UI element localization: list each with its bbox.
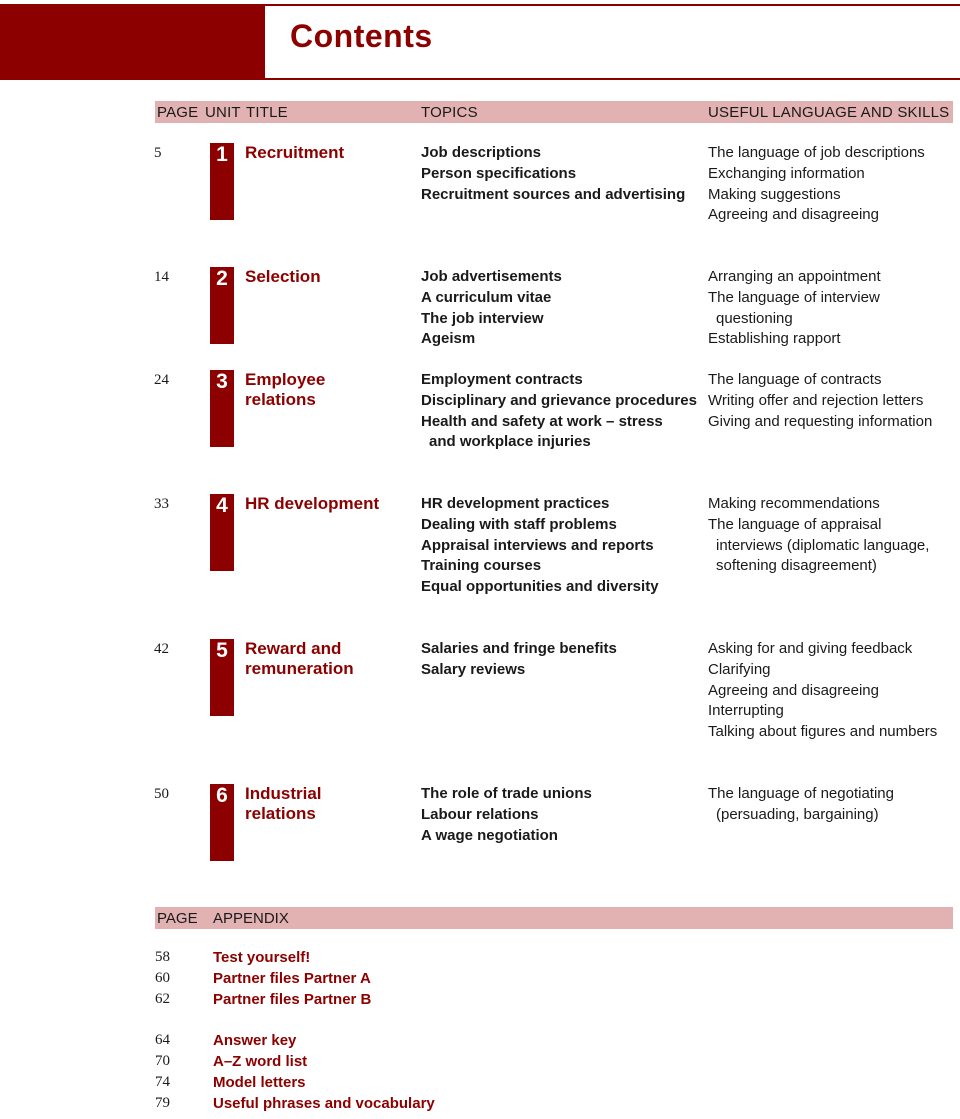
- unit-topics-item: Ageism: [421, 330, 476, 348]
- unit-topics-item: and workplace injuries: [429, 433, 591, 451]
- appendix-item-label: Useful phrases and vocabulary: [213, 1095, 435, 1112]
- unit-title-line: relations: [245, 804, 316, 823]
- appendix-row: [0, 1032, 960, 1053]
- unit-number: 6: [216, 784, 228, 807]
- unit-topics-item: Equal opportunities and diversity: [421, 578, 659, 596]
- unit-title-line: Recruitment: [245, 143, 345, 162]
- unit-number-box: [210, 267, 234, 344]
- appendix-page-number: 64: [155, 1032, 170, 1048]
- unit-title-line: relations: [245, 390, 316, 409]
- header-banner: [0, 0, 960, 80]
- unit-title: [245, 143, 410, 163]
- unit-topics-item: Salaries and fringe benefits: [421, 640, 617, 657]
- unit-skills: [708, 143, 958, 226]
- unit-skills-item: Exchanging information: [708, 164, 865, 182]
- unit-skills-item: interviews (diplomatic language,: [716, 536, 930, 554]
- column-header-unit: UNIT: [205, 104, 241, 121]
- unit-topics-item: Appraisal interviews and reports: [421, 536, 654, 554]
- unit-skills: [708, 639, 958, 743]
- column-header-topics: TOPICS: [421, 104, 478, 121]
- unit-number: 2: [216, 267, 228, 290]
- unit-topics-item: Labour relations: [421, 805, 539, 823]
- unit-title-line: HR development: [245, 494, 380, 513]
- unit-page-number: 5: [154, 145, 162, 161]
- column-header-title: TITLE: [246, 104, 288, 121]
- header-color-block: [0, 4, 265, 80]
- appendix-item-label: Answer key: [213, 1032, 297, 1049]
- appendix-item-label: Test yourself!: [213, 949, 311, 966]
- unit-skills-item: Making suggestions: [708, 185, 841, 203]
- unit-skills-item: Giving and requesting information: [708, 412, 933, 430]
- appendix-item-label: Model letters: [213, 1074, 306, 1091]
- appendix-page-number: 70: [155, 1053, 170, 1069]
- unit-title-line: Selection: [245, 267, 321, 286]
- column-header-skills: USEFUL LANGUAGE AND SKILLS: [708, 104, 950, 121]
- unit-topics-item: HR development practices: [421, 495, 610, 512]
- unit-skills-item: softening disagreement): [716, 557, 877, 575]
- unit-number: 4: [216, 494, 228, 517]
- unit-page-number: 33: [154, 496, 169, 512]
- unit-skills: [708, 370, 958, 432]
- appendix-row: [0, 1074, 960, 1095]
- unit-topics-item: Recruitment sources and advertising: [421, 185, 686, 203]
- unit-topics: [421, 784, 706, 846]
- unit-number-box: [210, 494, 234, 571]
- unit-skills-item: The language of appraisal: [708, 515, 882, 533]
- unit-skills: [708, 494, 958, 577]
- unit-topics-item: The role of trade unions: [421, 785, 592, 802]
- unit-number: 3: [216, 370, 228, 393]
- appendix-row: [0, 991, 960, 1012]
- unit-page-number: 42: [154, 641, 169, 657]
- appendix-row: [0, 970, 960, 991]
- unit-skills-item: Talking about figures and numbers: [708, 723, 938, 741]
- appendix-header-bar: [155, 907, 953, 929]
- unit-title: [245, 494, 410, 514]
- unit-page-number: 14: [154, 269, 169, 285]
- unit-number-box: [210, 143, 234, 220]
- unit-skills-item: Agreeing and disagreeing: [708, 681, 879, 699]
- header-bottom-rule: [265, 78, 960, 80]
- unit-number-box: [210, 784, 234, 861]
- column-header-page: PAGE: [157, 104, 199, 121]
- unit-topics: [421, 143, 706, 205]
- unit-title-line: remuneration: [245, 659, 354, 678]
- unit-number-box: [210, 639, 234, 716]
- unit-topics: [421, 494, 706, 598]
- unit-skills-item: Making recommendations: [708, 495, 880, 512]
- appendix-page-number: 62: [155, 991, 170, 1007]
- appendix-page-number: 58: [155, 949, 170, 965]
- unit-title-line: Industrial: [245, 784, 322, 803]
- unit-title: [245, 370, 410, 410]
- unit-topics: [421, 639, 706, 681]
- unit-skills-item: The language of job descriptions: [708, 144, 925, 161]
- appendix-row: [0, 949, 960, 970]
- unit-skills: [708, 784, 958, 826]
- unit-title: [245, 639, 410, 679]
- unit-topics-item: Employment contracts: [421, 371, 583, 388]
- unit-skills-item: Clarifying: [708, 660, 771, 678]
- unit-topics-item: Person specifications: [421, 164, 577, 182]
- unit-topics-item: Health and safety at work – stress: [421, 412, 663, 430]
- unit-skills-item: Writing offer and rejection letters: [708, 391, 924, 409]
- appendix-header-page: PAGE: [157, 910, 198, 927]
- unit-topics-item: A curriculum vitae: [421, 288, 552, 306]
- appendix-item-label: Partner files Partner A: [213, 970, 371, 987]
- unit-skills-item: Arranging an appointment: [708, 268, 881, 285]
- unit-topics-item: Disciplinary and grievance procedures: [421, 391, 697, 409]
- unit-topics: [421, 267, 706, 350]
- unit-number: 5: [216, 639, 228, 662]
- unit-topics: [421, 370, 706, 453]
- unit-title-line: Reward and: [245, 639, 342, 658]
- appendix-header-label: APPENDIX: [213, 910, 289, 927]
- unit-title-line: Employee: [245, 370, 326, 389]
- appendix-row: [0, 1095, 960, 1116]
- unit-skills-item: The language of negotiating: [708, 785, 894, 802]
- header-top-rule: [265, 4, 960, 6]
- unit-number: 1: [216, 143, 228, 166]
- appendix-page-number: 74: [155, 1074, 170, 1090]
- unit-skills: [708, 267, 958, 350]
- unit-topics-item: Dealing with staff problems: [421, 515, 617, 533]
- unit-title: [245, 267, 410, 287]
- appendix-item-label: Partner files Partner B: [213, 991, 372, 1008]
- appendix-page-number: 79: [155, 1095, 170, 1111]
- unit-topics-item: Job advertisements: [421, 268, 562, 285]
- unit-topics-item: Salary reviews: [421, 660, 526, 678]
- unit-skills-item: The language of interview: [708, 288, 880, 306]
- unit-topics-item: Training courses: [421, 557, 542, 575]
- appendix-row: [0, 1053, 960, 1074]
- unit-skills-item: questioning: [716, 309, 793, 327]
- column-header-bar: [155, 101, 953, 123]
- unit-topics-item: A wage negotiation: [421, 826, 558, 844]
- unit-number-box: [210, 370, 234, 447]
- unit-topics-item: Job descriptions: [421, 144, 542, 161]
- appendix-item-label: A–Z word list: [213, 1053, 308, 1070]
- unit-skills-item: Agreeing and disagreeing: [708, 206, 879, 224]
- unit-skills-item: (persuading, bargaining): [716, 805, 879, 823]
- page-title: Contents: [290, 18, 433, 54]
- unit-skills-item: Interrupting: [708, 702, 784, 720]
- unit-skills-item: Asking for and giving feedback: [708, 640, 913, 657]
- unit-skills-item: Establishing rapport: [708, 330, 841, 348]
- unit-page-number: 50: [154, 786, 169, 802]
- unit-topics-item: The job interview: [421, 309, 544, 327]
- unit-title: [245, 784, 410, 824]
- unit-skills-item: The language of contracts: [708, 371, 882, 388]
- unit-page-number: 24: [154, 372, 169, 388]
- appendix-page-number: 60: [155, 970, 170, 986]
